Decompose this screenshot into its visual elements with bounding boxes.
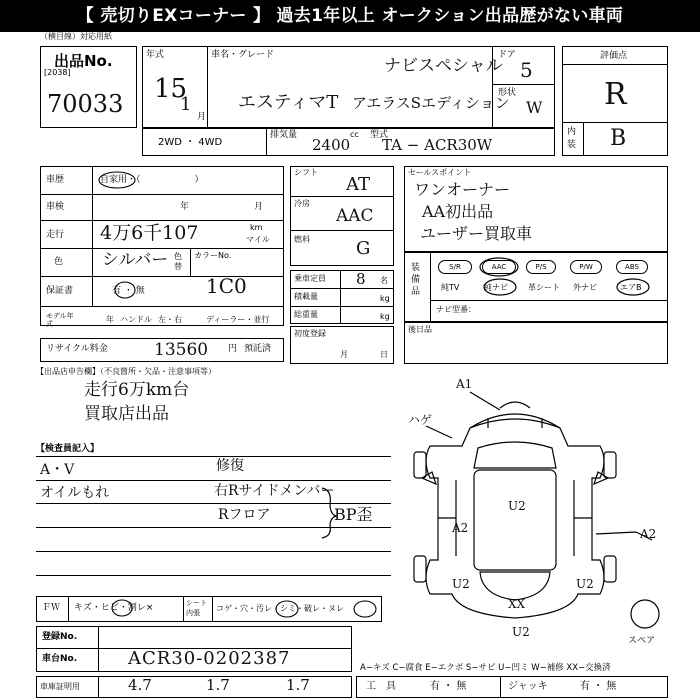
mileage-value: 4万6千107	[100, 222, 199, 244]
jack-value: 有 ・ 無	[580, 681, 617, 692]
equip-navi: 純ナビ	[484, 283, 508, 292]
mileage-unit-mile: マイル	[246, 235, 270, 244]
capacity-label: 乗車定員	[294, 274, 326, 283]
inspector-repair: 修復	[216, 458, 244, 474]
fuel-label: 燃料	[294, 235, 310, 244]
shape-label: 形状	[498, 88, 517, 98]
inspection-label: 車検	[46, 202, 65, 212]
spare-label: スペア	[628, 636, 656, 646]
load-label: 積載量	[294, 292, 318, 301]
mark-u2-bottom: U2	[512, 625, 530, 639]
displacement-unit: cc	[350, 130, 359, 139]
first-reg-month: 月	[340, 350, 348, 359]
damage-legend: A−キズ C−腐食 E−エクボ S−サビ U−凹ミ W−補修 XX−交換済	[360, 663, 611, 673]
mark-u2-rear-left: U2	[452, 577, 470, 591]
chassis-label: 車台No.	[42, 654, 78, 664]
year-value: 15	[154, 74, 188, 104]
gross-unit: kg	[380, 312, 390, 321]
equipment-label: 装備品	[411, 263, 421, 297]
month-value: 1	[180, 94, 192, 115]
dealer-label: ディーラー・並行	[206, 315, 270, 324]
interior-value: B	[610, 126, 627, 151]
equip-ext-navi: 外ナビ	[573, 283, 597, 292]
month-unit: 月	[197, 112, 207, 122]
declaration-line2: 買取店出品	[84, 404, 169, 424]
cert-value-3: 1.7	[286, 676, 310, 694]
equip-aac: AAC	[482, 260, 516, 274]
drive-options: 2WD ・ 4WD	[158, 137, 223, 148]
recycle-label: リサイクル料金	[46, 344, 108, 354]
inspector-label: 【検査員記入】	[36, 444, 100, 454]
mileage-unit-km: km	[250, 223, 263, 232]
grade-text: ナビスペシャル	[384, 56, 503, 76]
color-change-label: 色替	[174, 252, 182, 271]
color-value: シルバー	[102, 250, 169, 270]
equip-abs: ABS	[616, 260, 648, 274]
color-code-value: 1C0	[206, 274, 247, 298]
recycle-value: 13560	[154, 340, 209, 360]
equip-pw: P/W	[570, 260, 602, 274]
warranty-label: 保証書	[46, 286, 74, 296]
gross-label: 総重量	[294, 310, 318, 319]
tools-value: 有 ・ 無	[430, 681, 467, 692]
inspector-line2: オイルもれ	[40, 485, 110, 501]
inspector-repair-line2: Rフロア	[218, 507, 271, 523]
shift-label: シフト	[294, 168, 318, 177]
mark-xx: XX	[508, 597, 526, 611]
displacement-value: 2400	[312, 136, 351, 154]
handle-label: ハンドル	[120, 315, 152, 324]
recycle-unit: 円	[228, 344, 238, 354]
inspector-repair-result: BP歪	[334, 505, 373, 524]
sales-point-line2: AA初出品	[422, 202, 494, 221]
year-label: 年式	[146, 50, 165, 60]
warranty-value: 有 ・ 無	[112, 286, 145, 296]
recycle-note: 預託済	[244, 344, 272, 354]
score-label: 評価点	[600, 51, 628, 61]
top-note: （横目線）対応用紙	[40, 32, 112, 41]
navi-model-label: ナビ型番：	[436, 305, 476, 314]
inspection-month: 月	[254, 202, 264, 212]
first-reg-day: 日	[380, 350, 388, 359]
fw-items: キズ・ヒビ・割レ×	[74, 603, 154, 613]
lot-number: 70033	[47, 90, 124, 118]
registration-label: 登録No.	[42, 632, 78, 642]
mark-a2-left: A2	[452, 521, 469, 535]
declaration-line1: 走行6万km台	[84, 380, 190, 400]
load-unit: kg	[380, 294, 390, 303]
color-code-label: カラーNo.	[194, 251, 232, 260]
displacement-label: 排気量	[270, 130, 298, 140]
model-year-label: モデル年式	[46, 312, 74, 328]
banner-title: 【 売切りEXコーナー 】 過去1年以上 オークション出品歴がない車両	[0, 0, 700, 32]
jack-label: ジャッキ	[508, 681, 548, 692]
cert-value-1: 4.7	[128, 676, 152, 694]
cooler-label: 冷房	[294, 199, 310, 208]
mark-a2-right: A2	[640, 527, 657, 541]
model-name: エスティマT	[238, 92, 339, 113]
interior-label: 内装	[567, 127, 577, 150]
sales-point-label: セールスポイント	[408, 168, 472, 177]
cooler-value: AAC	[336, 206, 374, 226]
lot-small: [2038]	[44, 68, 71, 77]
shape-value: W	[526, 98, 543, 117]
history-label: 車歴	[46, 175, 65, 185]
after-mount-label: 後日品	[408, 325, 432, 334]
mark-u2-rear-right: U2	[576, 577, 594, 591]
lot-label: 出品No.	[54, 52, 113, 70]
capacity-value: 8	[356, 270, 366, 288]
shift-value: AT	[346, 174, 371, 195]
handle-value: 左・右	[158, 315, 182, 324]
first-reg-label: 初度登録	[294, 329, 326, 338]
mark-hage: ハゲ	[408, 413, 433, 427]
inspection-year: 年	[180, 202, 190, 212]
inspector-repair-line1: 右Rサイドメンバー	[214, 483, 335, 499]
inspector-line1: A・V	[40, 462, 75, 478]
declaration-label: 【出品店申告欄】（不良箇所・欠品・注意事項等）	[36, 367, 216, 376]
sales-point-line1: ワンオーナー	[414, 180, 511, 199]
score-value: R	[604, 77, 627, 112]
type-value: TA − ACR30W	[382, 136, 493, 154]
door-label: ドア	[498, 50, 516, 60]
chassis-value: ACR30-0202387	[128, 648, 291, 669]
mark-u2-roof: U2	[508, 499, 526, 513]
capacity-unit: 名	[380, 276, 388, 285]
tools-label: 工 具	[366, 681, 396, 692]
fuel-value: G	[356, 238, 371, 259]
history-value: 自家用・（ ）	[100, 175, 204, 185]
model-year-unit: 年	[106, 315, 114, 324]
color-label: 色	[54, 257, 64, 267]
edition-text: アエラスSエディション	[352, 94, 510, 112]
sales-point-line3: ユーザー買取車	[420, 224, 533, 243]
type-label: 型式	[370, 130, 389, 140]
fw-label: ＦＷ	[42, 603, 61, 613]
door-value: 5	[520, 58, 533, 82]
sheet-label: シート内張	[186, 599, 207, 617]
equip-sr: S/R	[438, 260, 472, 274]
equip-ps: P/S	[526, 260, 556, 274]
equip-leather: 革シート	[528, 283, 560, 292]
cert-label: 車庫証明用	[40, 682, 80, 691]
name-label: 車名・グレード	[211, 50, 275, 60]
sheet-items: コゲ・穴・汚レ・シミ・破レ・ヌレ	[216, 604, 344, 613]
mileage-label: 走行	[46, 230, 65, 240]
cert-value-2: 1.7	[206, 676, 230, 694]
mark-a1: A1	[456, 377, 473, 391]
equip-tv: 純TV	[441, 283, 460, 292]
equip-airbag: エアB	[620, 283, 642, 292]
